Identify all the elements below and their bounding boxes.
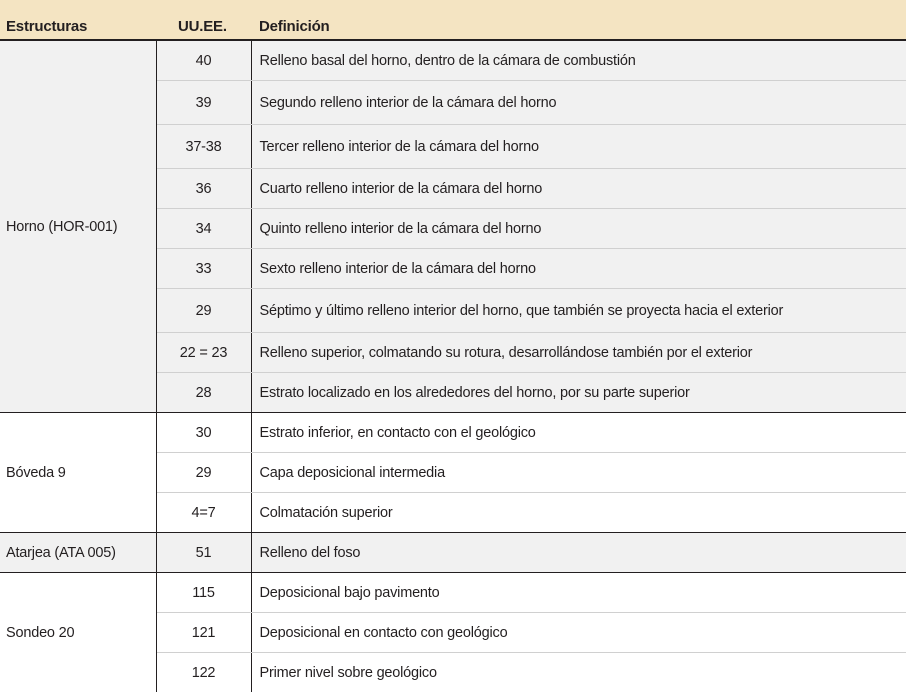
table-row [0, 40, 906, 81]
header-uuee: UU.EE. [156, 0, 251, 40]
ue-cell: 28 [156, 373, 251, 413]
definicion-cell: Estrato inferior, en contacto con el geológico [251, 413, 906, 453]
table-row [0, 533, 906, 573]
ue-cell: 4=7 [156, 493, 251, 533]
estructura-cell: Bóveda 9 [0, 413, 156, 533]
table-row [0, 573, 906, 613]
estructura-cell: Sondeo 20 [0, 573, 156, 692]
estructura-cell: Horno (HOR-001) [0, 40, 156, 413]
definicion-cell: Cuarto relleno interior de la cámara del horno [251, 169, 906, 209]
definicion-cell: Quinto relleno interior de la cámara del horno [251, 209, 906, 249]
header-estructuras: Estructuras [0, 0, 156, 40]
ue-cell: 115 [156, 573, 251, 613]
header-row [0, 0, 906, 40]
ue-cell: 121 [156, 613, 251, 653]
ue-cell: 122 [156, 653, 251, 692]
ue-cell: 40 [156, 40, 251, 81]
definicion-cell: Séptimo y último relleno interior del horno, que también se proyecta hacia el exterior [251, 289, 906, 333]
definicion-cell: Tercer relleno interior de la cámara del horno [251, 125, 906, 169]
table-row [0, 413, 906, 453]
definicion-cell: Primer nivel sobre geológico [251, 653, 906, 692]
ue-cell: 36 [156, 169, 251, 209]
ue-cell: 51 [156, 533, 251, 573]
definicion-cell: Segundo relleno interior de la cámara del horno [251, 81, 906, 125]
definicion-cell: Capa deposicional intermedia [251, 453, 906, 493]
ue-cell: 22 = 23 [156, 333, 251, 373]
definicion-cell: Relleno del foso [251, 533, 906, 573]
ue-cell: 33 [156, 249, 251, 289]
definicion-cell: Deposicional bajo pavimento [251, 573, 906, 613]
definicion-cell: Estrato localizado en los alrededores del horno, por su parte superior [251, 373, 906, 413]
ue-cell: 37-38 [156, 125, 251, 169]
ue-cell: 39 [156, 81, 251, 125]
ue-cell: 29 [156, 289, 251, 333]
header-definicion: Definición [251, 0, 906, 40]
definicion-cell: Deposicional en contacto con geológico [251, 613, 906, 653]
ue-cell: 30 [156, 413, 251, 453]
ue-cell: 29 [156, 453, 251, 493]
definicion-cell: Colmatación superior [251, 493, 906, 533]
estructura-cell: Atarjea (ATA 005) [0, 533, 156, 573]
definicion-cell: Relleno superior, colmatando su rotura, desarrollándose también por el exterior [251, 333, 906, 373]
ue-cell: 34 [156, 209, 251, 249]
definicion-cell: Relleno basal del horno, dentro de la cámara de combustión [251, 40, 906, 81]
definicion-cell: Sexto relleno interior de la cámara del horno [251, 249, 906, 289]
